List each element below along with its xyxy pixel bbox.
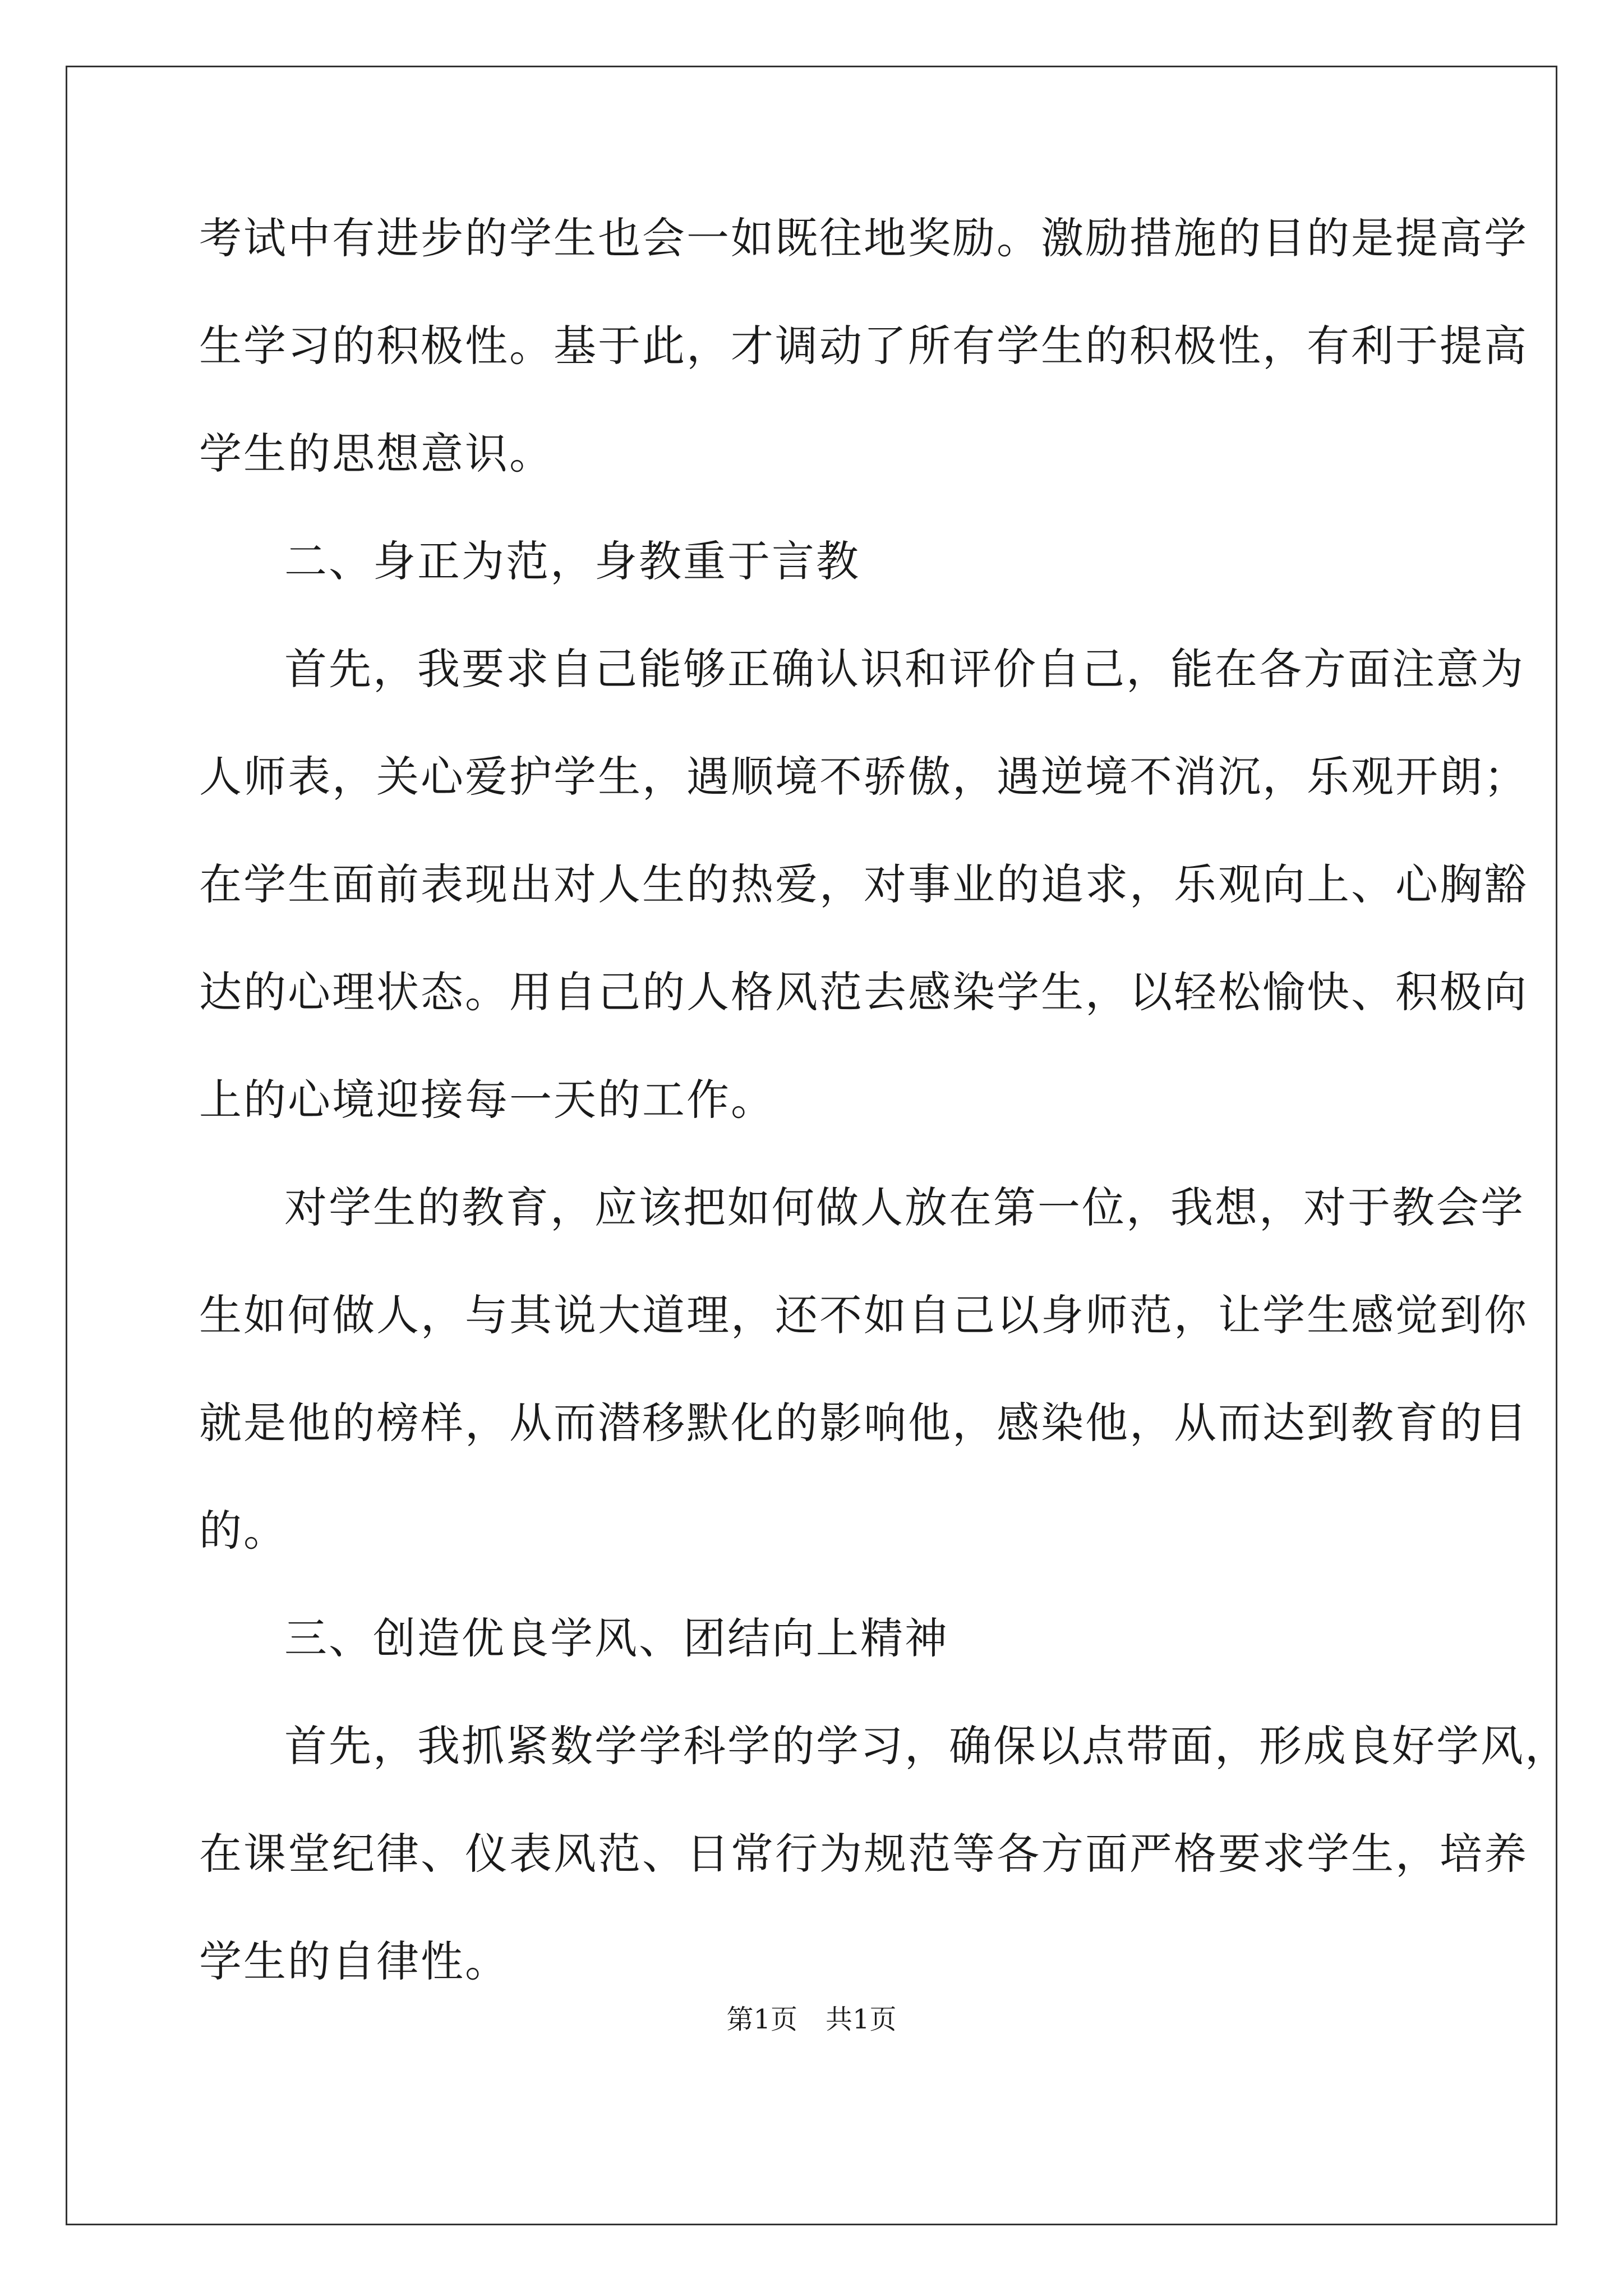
document-body [199, 210, 1569, 2041]
text-line: 学生的自律性。 [199, 1936, 509, 1986]
text-line: 人师表，关心爱护学生，遇顺境不骄傲，遇逆境不消沉，乐观开朗； [199, 752, 1528, 802]
text-line: 上的心境迎接每一天的工作。 [199, 1075, 775, 1125]
text-line: 生如何做人，与其说大道理，还不如自己以身师范，让学生感觉到你 [199, 1290, 1528, 1340]
page-number: 第1页 [726, 2004, 797, 2035]
text-line: 首先，我要求自己能够正确认识和评价自己，能在各方面注意为 [284, 644, 1525, 694]
section-heading: 二、身正为范，身教重于言教 [284, 536, 860, 586]
text-line: 在学生面前表现出对人生的热爱，对事业的追求，乐观向上、心胸豁 [199, 859, 1528, 909]
text-line: 生学习的积极性。基于此，才调动了所有学生的积极性，有利于提高 [199, 321, 1528, 371]
text-line: 首先，我抓紧数学学科学的学习，确保以点带面，形成良好学风， [284, 1721, 1569, 1771]
text-line: 的。 [199, 1506, 288, 1556]
text-line: 对学生的教育，应该把如何做人放在第一位，我想，对于教会学 [284, 1182, 1525, 1232]
text-line: 考试中有进步的学生也会一如既往地奖励。激励措施的目的是提高学 [199, 213, 1528, 263]
section-heading: 三、创造优良学风、团结向上精神 [284, 1613, 949, 1663]
text-line: 达的心理状态。用自己的人格风范去感染学生，以轻松愉快、积极向 [199, 967, 1528, 1017]
text-line: 在课堂纪律、仪表风范、日常行为规范等各方面严格要求学生，培养 [199, 1829, 1528, 1879]
page-total: 共1页 [826, 2004, 897, 2035]
text-line: 学生的思想意识。 [199, 429, 554, 478]
page-footer [0, 2003, 1623, 2036]
text-line: 就是他的榜样，从而潜移默化的影响他，感染他，从而达到教育的目 [199, 1398, 1528, 1448]
